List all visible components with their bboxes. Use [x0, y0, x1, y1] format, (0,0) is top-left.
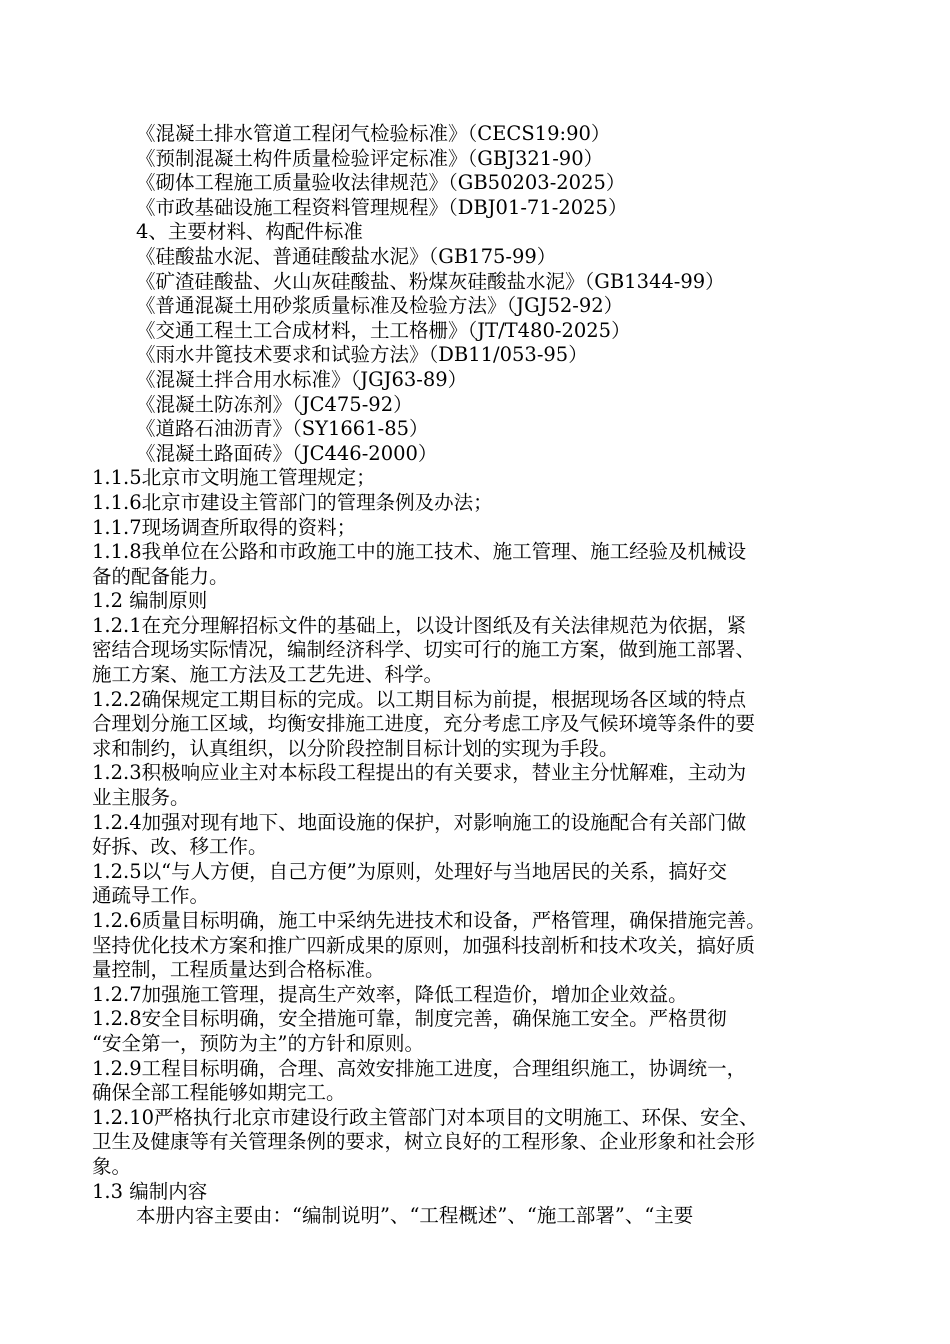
- clause-paragraph: [92, 1057, 882, 1106]
- reference-item: 《雨水井篦技术要求和试验方法》（DB11/053-95）: [136, 343, 588, 367]
- paragraph-line: 1.2.4加强对现有地下、地面设施的保护，对影响施工的设施配合有关部门做: [92, 810, 747, 834]
- paragraph-line: 象。: [92, 1154, 132, 1178]
- items-115-118: [92, 466, 882, 589]
- reference-item: 《混凝土排水管道工程闭气检验标准》（CECS19:90）: [136, 122, 611, 145]
- paragraph-line: 求和制约，认真组织，以分阶段控制目标计划的实现为手段。: [92, 736, 619, 760]
- section-1-2-heading: 1.2 编制原则: [92, 589, 208, 613]
- paragraph-line: 1.2.10严格执行北京市建设行政主管部门对本项目的文明施工、环保、安全、: [92, 1105, 759, 1129]
- reference-item: 《市政基础设施工程资料管理规程》（DBJ01-71-2025）: [136, 195, 628, 219]
- reference-item: 《砌体工程施工质量验收法律规范》（GB50203-2025）: [136, 171, 626, 195]
- reference-item: 《道路石油沥青》（SY1661-85）: [136, 417, 429, 441]
- reference-item: 《混凝土防冻剂》（JC475-92）: [136, 392, 413, 416]
- section-4-heading: 4、主要材料、构配件标准: [136, 220, 363, 244]
- paragraph-line: 坚持优化技术方案和推广四新成果的原则，加强科技剖析和技术攻关，搞好质: [92, 933, 756, 957]
- paragraph-line: 1.2.5以“与人方便，自己方便”为原则，处理好与当地居民的关系，搞好交: [92, 859, 728, 883]
- paragraph-line: 密结合现场实际情况，编制经济科学、切实可行的施工方案，做到施工部署、: [92, 638, 756, 662]
- paragraph-line: 量控制，工程质量达到合格标准。: [92, 958, 385, 982]
- paragraph-line: 合理划分施工区域，均衡安排施工进度，充分考虑工序及气候环境等条件的要: [92, 712, 756, 736]
- clause-paragraph: [92, 491, 882, 516]
- section-1-3-heading: 1.3 编制内容: [92, 1179, 208, 1203]
- paragraph-line: 1.2.3积极响应业主对本标段工程提出的有关要求，替业主分忧解难，主动为: [92, 761, 747, 785]
- clause-paragraph: [92, 1007, 882, 1056]
- paragraph-line: 施工方案、施工方法及工艺先进、科学。: [92, 663, 444, 687]
- clause-paragraph: [92, 909, 882, 983]
- reference-item: 《混凝土拌合用水标准》（JGJ63-89）: [136, 367, 468, 391]
- clause-paragraph: [92, 983, 882, 1008]
- clause-paragraph: [92, 540, 882, 589]
- clause-paragraph: [92, 860, 882, 909]
- reference-list-a: [92, 122, 882, 220]
- reference-item: 《交通工程土工合成材料，土工格栅》（JT/T480-2025）: [136, 318, 631, 342]
- paragraph-line: 卫生及健康等有关管理条例的要求，树立良好的工程形象、企业形象和社会形: [92, 1130, 756, 1154]
- paragraph-line: 1.2.1在充分理解招标文件的基础上，以设计图纸及有关法律规范为依据，紧: [92, 613, 747, 637]
- paragraph-line: 1.2.8安全目标明确，安全措施可靠，制度完善，确保施工安全。严格贯彻: [92, 1007, 727, 1031]
- clause-paragraph: [92, 1106, 882, 1180]
- paragraph-line: 好拆、改、移工作。: [92, 835, 268, 859]
- clause-paragraph: [92, 614, 882, 688]
- paragraph-line: 1.1.7现场调查所取得的资料；: [92, 515, 357, 539]
- section-1-3-body: 本册内容主要由：“编制说明”、“工程概述”、“施工部署”、“主要: [136, 1204, 694, 1228]
- paragraph-line: 1.1.6北京市建设主管部门的管理条例及办法；: [92, 490, 493, 514]
- paragraph-line: 1.1.8我单位在公路和市政施工中的施工技术、施工管理、施工经验及机械设: [92, 540, 747, 564]
- clause-paragraph: [92, 761, 882, 810]
- paragraph-line: 备的配备能力。: [92, 564, 229, 588]
- paragraph-line: 1.2.9工程目标明确，合理、高效安排施工进度，合理组织施工，协调统一，: [92, 1056, 747, 1080]
- reference-item: 《矿渣硅酸盐、火山灰硅酸盐、粉煤灰硅酸盐水泥》（GB1344-99）: [136, 269, 725, 293]
- paragraph-line: 业主服务。: [92, 786, 190, 810]
- paragraph-line: 1.2.7加强施工管理，提高生产效率，降低工程造价，增加企业效益。: [92, 982, 688, 1006]
- reference-list-b: [92, 245, 882, 466]
- reference-item: 《预制混凝土构件质量检验评定标准》（GBJ321-90）: [136, 146, 604, 170]
- paragraph-line: 1.1.5北京市文明施工管理规定；: [92, 466, 376, 490]
- paragraph-line: 1.2.6质量目标明确，施工中采纳先进技术和设备，严格管理，确保措施完善。: [92, 909, 766, 932]
- paragraph-line: 通疏导工作。: [92, 884, 210, 908]
- clause-paragraph: [92, 466, 882, 491]
- reference-item: 《混凝土路面砖》（JC446-2000）: [136, 441, 438, 465]
- paragraph-line: 1.2.2确保规定工期目标的完成。以工期目标为前提，根据现场各区域的特点: [92, 687, 747, 711]
- document-page: [92, 122, 882, 1229]
- reference-item: 《普通混凝土用砂浆质量标准及检验方法》（JGJ52-92）: [136, 294, 624, 318]
- paragraph-line: 确保全部工程能够如期完工。: [92, 1081, 346, 1105]
- reference-item: 《硅酸盐水泥、普通硅酸盐水泥》（GB175-99）: [136, 244, 557, 268]
- clause-paragraph: [92, 811, 882, 860]
- clause-paragraph: [92, 688, 882, 762]
- paragraph-line: “安全第一，预防为主”的方针和原则。: [92, 1031, 424, 1055]
- principles-list: [92, 614, 882, 1180]
- clause-paragraph: [92, 516, 882, 541]
